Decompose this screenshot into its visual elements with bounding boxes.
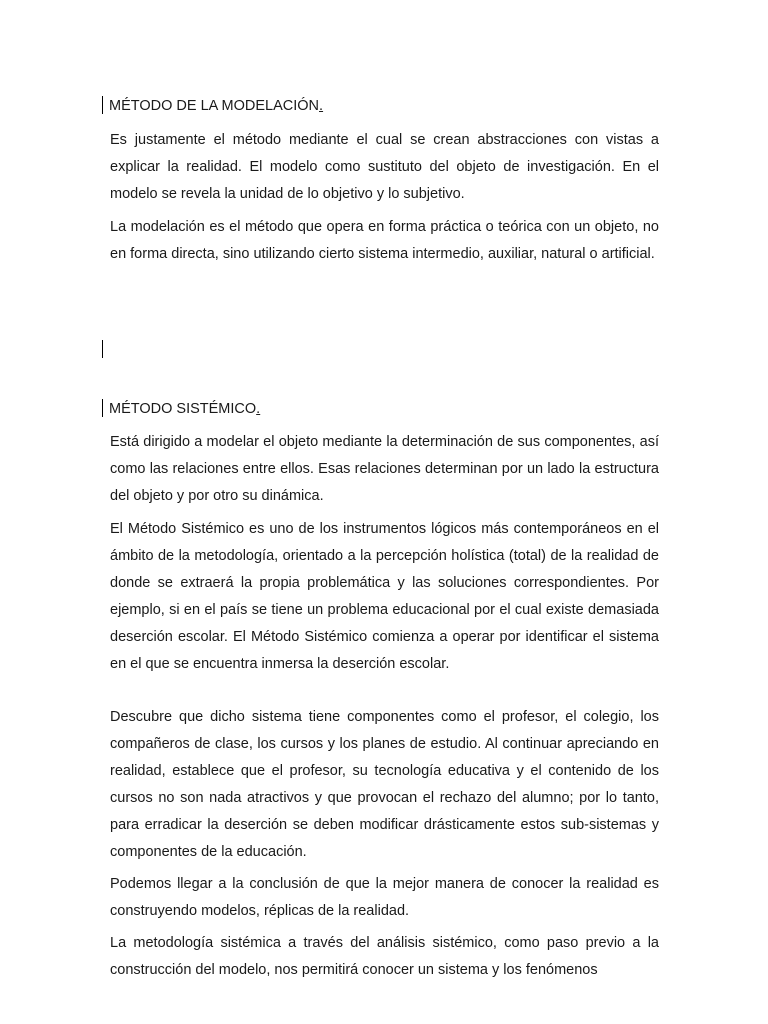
paragraph-mark	[102, 340, 103, 358]
section-heading-modelacion	[102, 96, 323, 116]
section-heading-sistemico	[102, 399, 260, 419]
paragraph: La metodología sistémica a través del análisis sistémico, como paso previo a la construcción del modelo, nos permitirá conocer un sistema y los fenómenos	[110, 935, 659, 978]
paragraph-mark	[102, 399, 103, 417]
paragraph: El Método Sistémico es uno de los instrumentos lógicos más contemporáneos en el ámbito de la metodología, orientado a la percepción holística (total) de la realidad de donde se extraerá la propia problemática y las soluciones correspondientes. Por ejemplo, si en el país se tiene un problema educacional por el cual existe demasiada deserción escolar. El Método Sistémico comienza a operar por identificar el sistema en el que se encuentra inmersa la deserción escolar.	[110, 521, 659, 672]
heading-underlined-dot: .	[319, 98, 324, 114]
paragraph: Está dirigido a modelar el objeto mediante la determinación de sus componentes, así como las relaciones entre ellos. Esas relaciones determinan por un lado la estructura del objeto y por otro su dinámica.	[110, 434, 659, 504]
heading-text: MÉTODO DE LA MODELACIÓN	[109, 98, 320, 114]
paragraph: Es justamente el método mediante el cual se crean abstracciones con vistas a explicar la realidad. El modelo como sustituto del objeto de investigación. En el modelo se revela la unidad de lo objetivo y lo subjetivo.	[110, 132, 659, 202]
paragraph-mark	[102, 96, 103, 114]
paragraph: La modelación es el método que opera en forma práctica o teórica con un objeto, no en forma directa, sino utilizando cierto sistema intermedio, auxiliar, natural o artificial.	[110, 219, 659, 262]
heading-underlined-dot: .	[256, 401, 261, 417]
heading-text: MÉTODO SISTÉMICO	[109, 401, 257, 417]
paragraph: Descubre que dicho sistema tiene componentes como el profesor, el colegio, los compañeros de clase, los cursos y los planes de estudio. Al continuar apreciando en realidad, establece que el profesor, su tecnología educativa y el contenido de los cursos no son nada atractivos y que provocan el rechazo del alumno; por lo tanto, para erradicar la deserción se deben modificar drásticamente estos sub-sistemas y componentes de la educación.	[110, 709, 659, 860]
paragraph: Podemos llegar a la conclusión de que la mejor manera de conocer la realidad es construyendo modelos, réplicas de la realidad.	[110, 876, 659, 919]
